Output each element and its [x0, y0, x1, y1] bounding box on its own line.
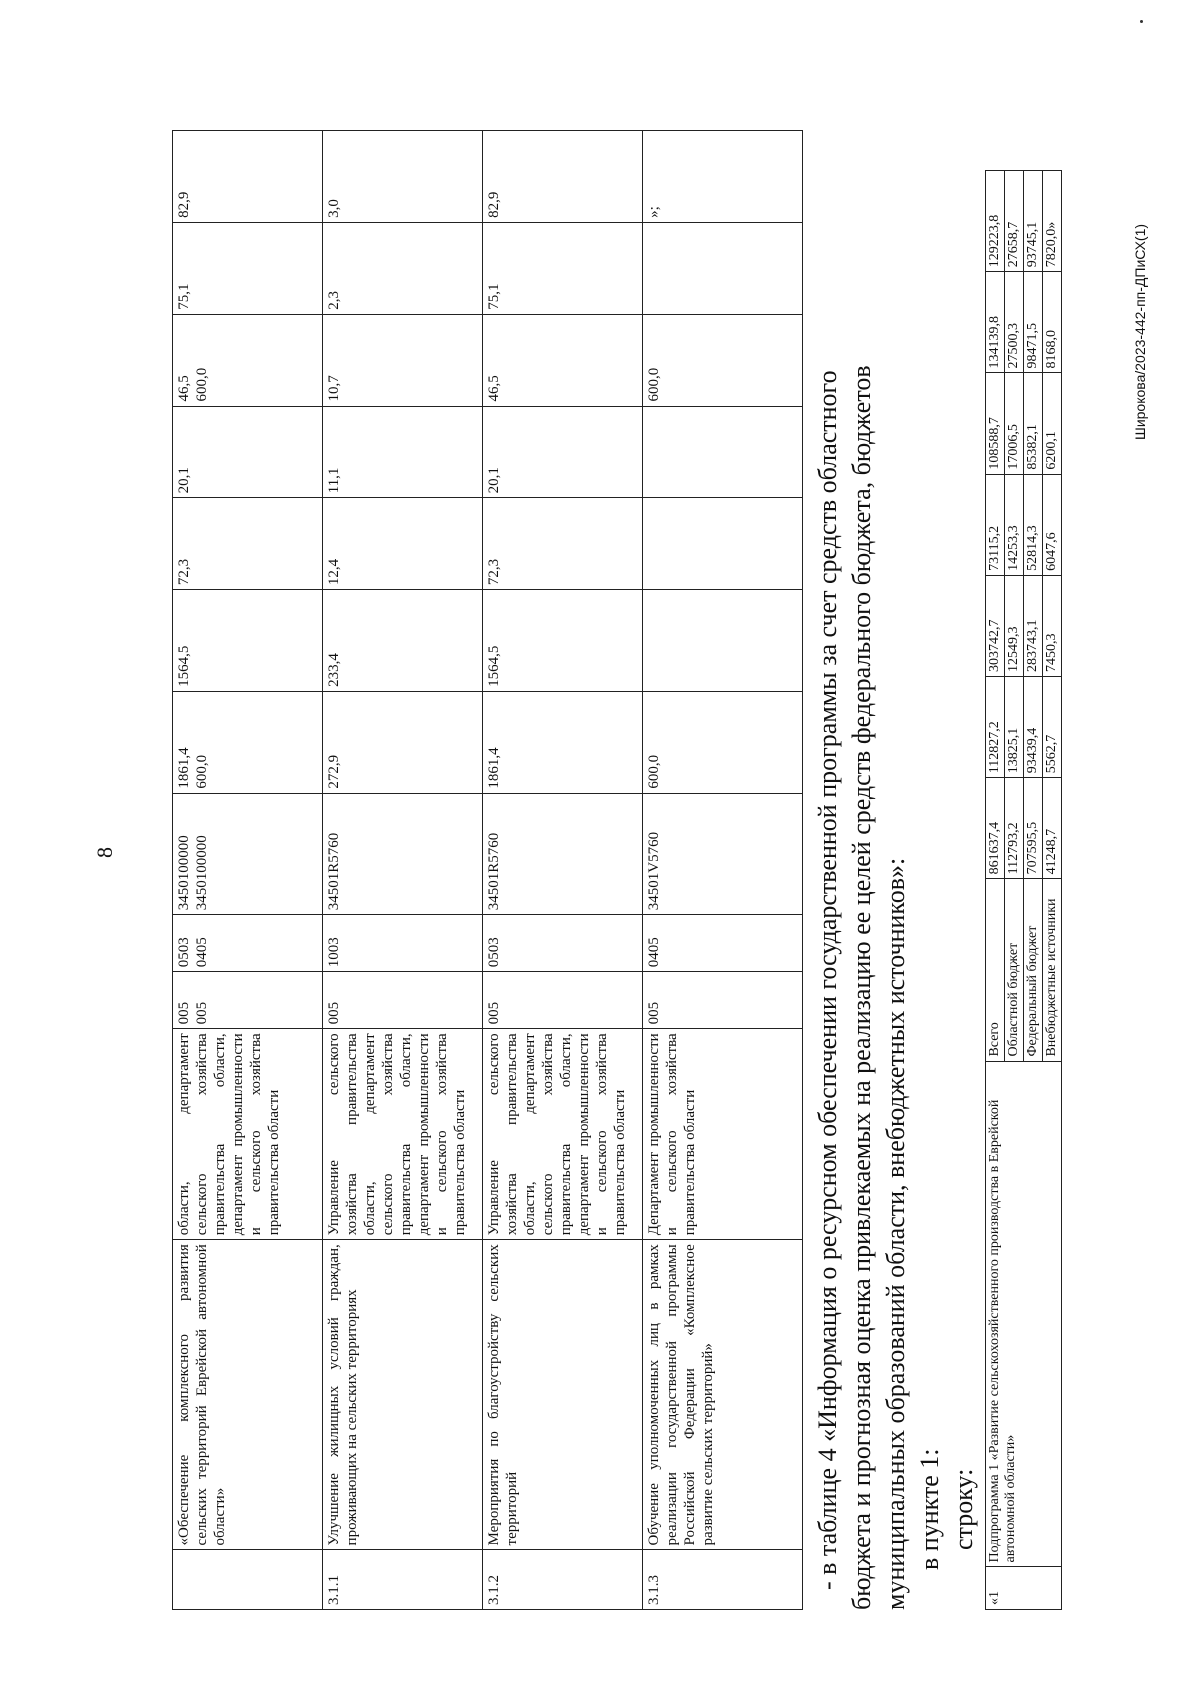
v6-value: 75,1	[486, 283, 502, 310]
table-row	[323, 131, 483, 1610]
v2-value: 1564,5	[486, 645, 502, 687]
grbs-value: 005	[646, 1001, 662, 1025]
v5-value: 46,5	[486, 375, 502, 402]
v3-value: 72,3	[486, 558, 502, 586]
grbs-cell	[173, 972, 323, 1029]
funding-value: 98471,5	[1024, 272, 1043, 373]
funding-source-label: Федеральный бюджет	[1024, 879, 1043, 1061]
executor-cell	[483, 1029, 643, 1240]
v6-cell	[643, 222, 803, 314]
v3-value: 72,3	[176, 558, 192, 586]
row-name: Улучшение жилищных условий граждан, проживающих на сельских территориях	[326, 1244, 360, 1546]
funding-value: 861637,4	[986, 778, 1005, 879]
funding-value: 6047,6	[1043, 474, 1062, 575]
funding-value: 6200,1	[1043, 373, 1062, 474]
rzpr-value: 0405	[646, 937, 662, 968]
funding-value: 707595,5	[1024, 778, 1043, 879]
v5-value: 600,0	[194, 367, 210, 402]
v2-value	[645, 594, 663, 687]
v7-value: 3,0	[326, 199, 342, 218]
funding-value: 27500,3	[1005, 272, 1024, 373]
funding-value: 85382,1	[1024, 373, 1043, 474]
funding-value: 52814,3	[1024, 474, 1043, 575]
v2-cell	[173, 590, 323, 692]
csr-value: 34501R5760	[326, 832, 342, 911]
row-name: Обучение уполномоченных лиц в рамках реализации государственной программы Российской Федерации «Комплексное развитие сельских территорий»	[646, 1244, 716, 1546]
v7-value	[193, 135, 211, 218]
row-name-cell	[483, 1240, 643, 1550]
v4-cell	[483, 406, 643, 498]
v7-value: 82,9	[486, 191, 502, 218]
v3-value: 12,4	[326, 558, 342, 586]
funding-value: 27658,7	[1005, 171, 1024, 272]
v6-cell	[323, 222, 483, 314]
funding-value: 41248,7	[1043, 778, 1062, 879]
v4-value: 20,1	[176, 467, 192, 494]
rzpr-cell	[483, 915, 643, 972]
row-name-cell	[643, 1240, 803, 1550]
rzpr-value: 1003	[326, 937, 342, 968]
v1-cell	[323, 691, 483, 793]
row-name-cell	[323, 1240, 483, 1550]
v4-cell	[323, 406, 483, 498]
grbs-cell	[323, 972, 483, 1029]
row-name: «Обеспечение комплексного развития сельских территорий Еврейской автономной области»	[176, 1244, 228, 1546]
executor-cell	[173, 1029, 323, 1240]
row-number: 3.1.3	[646, 1575, 662, 1605]
table-row	[643, 131, 803, 1610]
grbs-value: 005	[486, 1001, 502, 1025]
subprogram-name: Подпрограмма 1 «Развитие сельскохозяйственного производства в Еврейской автономной области»	[987, 1099, 1019, 1563]
paragraph-line-4: в пункте 1:	[915, 1448, 944, 1570]
v1-value: 1861,4	[486, 747, 502, 789]
v7-cell	[323, 131, 483, 223]
v5-cell	[323, 314, 483, 406]
subprogram-table-body	[986, 171, 1062, 1610]
v5-value: 46,5	[176, 375, 192, 402]
v5-cell	[173, 314, 323, 406]
row-number-cell	[323, 1550, 483, 1610]
funding-value: 8168,0	[1043, 272, 1062, 373]
v6-cell	[173, 222, 323, 314]
amendment-paragraph	[811, 130, 981, 1610]
v4-value	[645, 411, 663, 494]
v6-value	[193, 227, 211, 310]
v1-value: 600,0	[646, 754, 662, 789]
v4-value: 11,1	[326, 467, 342, 494]
funding-value: 17006,5	[1005, 373, 1024, 474]
csr-cell	[483, 793, 643, 915]
rzpr-cell	[323, 915, 483, 972]
row-number: 3.1.1	[326, 1575, 342, 1605]
table-row	[173, 131, 323, 1610]
v4-cell	[643, 406, 803, 498]
grbs-value: 005	[176, 1001, 192, 1025]
row-number-cell	[643, 1550, 803, 1610]
v7-cell	[173, 131, 323, 223]
v2-value: 233,4	[326, 653, 342, 687]
paragraph-line-3: муниципальных образований области, внебюджетных источников»:	[881, 857, 910, 1610]
scan-speck	[1140, 20, 1143, 23]
funding-source-label: Внебюджетные источники	[1043, 879, 1062, 1061]
rotated-content	[172, 130, 1062, 1610]
funding-value: 129223,8	[986, 171, 1005, 272]
funding-value: 14253,3	[1005, 474, 1024, 575]
page-number: 8	[92, 847, 117, 858]
grbs-value: 005	[194, 1001, 210, 1025]
funding-value: 93439,4	[1024, 677, 1043, 778]
funding-value: 13825,1	[1005, 677, 1024, 778]
csr-cell	[173, 793, 323, 915]
v1-cell	[173, 691, 323, 793]
document-code: Широкова/2023-442-пп-ДПиСХ(1)	[1132, 223, 1148, 440]
subprogram-number: «1	[987, 1591, 1002, 1605]
v7-cell	[643, 131, 803, 223]
v6-value: 75,1	[176, 283, 192, 310]
executor-text: Управление сельского хозяйства правительства области, департамент сельского хозяйства правительства области, департамент промышленности и сельского хозяйства правительства области	[326, 1033, 468, 1236]
table-row	[483, 131, 643, 1610]
csr-value: 34501V5760	[646, 831, 662, 911]
funding-value: 5562,7	[1043, 677, 1062, 778]
funding-value: 7820,0»	[1043, 171, 1062, 272]
row-number-cell	[173, 1550, 323, 1610]
funding-value: 108588,7	[986, 373, 1005, 474]
funding-value: 134139,8	[986, 272, 1005, 373]
funding-value: 12549,3	[1005, 575, 1024, 676]
v3-cell	[643, 498, 803, 590]
paragraph-line-5: строку:	[949, 1468, 978, 1550]
program-table	[172, 130, 803, 1610]
v4-value	[193, 411, 211, 494]
grbs-cell	[483, 972, 643, 1029]
executor-cell	[643, 1029, 803, 1240]
v6-value	[645, 227, 663, 310]
rzpr-cell	[173, 915, 323, 972]
v3-cell	[323, 498, 483, 590]
v4-cell	[173, 406, 323, 498]
row-name-cell	[173, 1240, 323, 1550]
v2-value	[193, 594, 211, 687]
v5-value: 10,7	[326, 375, 342, 402]
v3-cell	[483, 498, 643, 590]
paragraph-line-1: - в таблице 4 «Информация о ресурсном обеспечении государственной программы за счет средств областного	[813, 370, 842, 1590]
v1-value: 1861,4	[176, 747, 192, 789]
funding-value: 303742,7	[986, 575, 1005, 676]
funding-source-label: Всего	[986, 879, 1005, 1061]
executor-text: Управление сельского хозяйства правительства области, департамент сельского хозяйства правительства области, департамент промышленности и сельского хозяйства правительства области	[486, 1033, 628, 1236]
grbs-value: 005	[326, 1001, 342, 1025]
v2-cell	[323, 590, 483, 692]
v7-value: »;	[646, 206, 662, 218]
subprogram-table	[985, 170, 1062, 1610]
rzpr-value: 0405	[194, 937, 210, 968]
v3-value	[193, 502, 211, 585]
v2-cell	[643, 590, 803, 692]
v1-value: 600,0	[194, 754, 210, 789]
executor-cell	[323, 1029, 483, 1240]
table-row	[986, 171, 1005, 1610]
funding-value: 93745,1	[1024, 171, 1043, 272]
v5-value: 600,0	[646, 367, 662, 402]
v4-value: 20,1	[486, 467, 502, 494]
paragraph-line-2: бюджета и прогнозная оценка привлекаемых на реализацию ее целей средств федерального бюджета, бюджетов	[847, 365, 876, 1610]
v3-cell	[173, 498, 323, 590]
funding-value: 7450,3	[1043, 575, 1062, 676]
subprogram-number-cell	[986, 1567, 1062, 1610]
v1-cell	[483, 691, 643, 793]
v7-value: 82,9	[176, 191, 192, 218]
executor-text: Департамент промышленности и сельского хозяйства правительства области	[646, 1033, 698, 1236]
subprogram-name-cell	[986, 1061, 1062, 1567]
v7-cell	[483, 131, 643, 223]
rzpr-cell	[643, 915, 803, 972]
csr-value: 34501R5760	[486, 832, 502, 911]
csr-cell	[643, 793, 803, 915]
funding-value: 283743,1	[1024, 575, 1043, 676]
v1-value: 272,9	[326, 754, 342, 789]
csr-value: 3450100000	[176, 835, 192, 911]
grbs-cell	[643, 972, 803, 1029]
v1-cell	[643, 691, 803, 793]
csr-value: 3450100000	[194, 835, 210, 911]
csr-cell	[323, 793, 483, 915]
row-name: Мероприятия по благоустройству сельских территорий	[486, 1244, 520, 1546]
v6-cell	[483, 222, 643, 314]
rzpr-value: 0503	[176, 937, 192, 968]
funding-value: 112827,2	[986, 677, 1005, 778]
v5-cell	[643, 314, 803, 406]
program-table-body	[173, 131, 803, 1610]
funding-source-label: Областной бюджет	[1005, 879, 1024, 1061]
funding-value: 112793,2	[1005, 778, 1024, 879]
row-number: 3.1.2	[486, 1575, 502, 1605]
v6-value: 2,3	[326, 290, 342, 310]
v3-value	[645, 502, 663, 585]
v5-cell	[483, 314, 643, 406]
funding-value: 73115,2	[986, 474, 1005, 575]
executor-text: области, департамент сельского хозяйства правительства области, департамент промышленности и сельского хозяйства правительства области	[176, 1033, 282, 1236]
v2-cell	[483, 590, 643, 692]
v2-value: 1564,5	[176, 645, 192, 687]
rzpr-value: 0503	[486, 937, 502, 968]
row-number-cell	[483, 1550, 643, 1610]
